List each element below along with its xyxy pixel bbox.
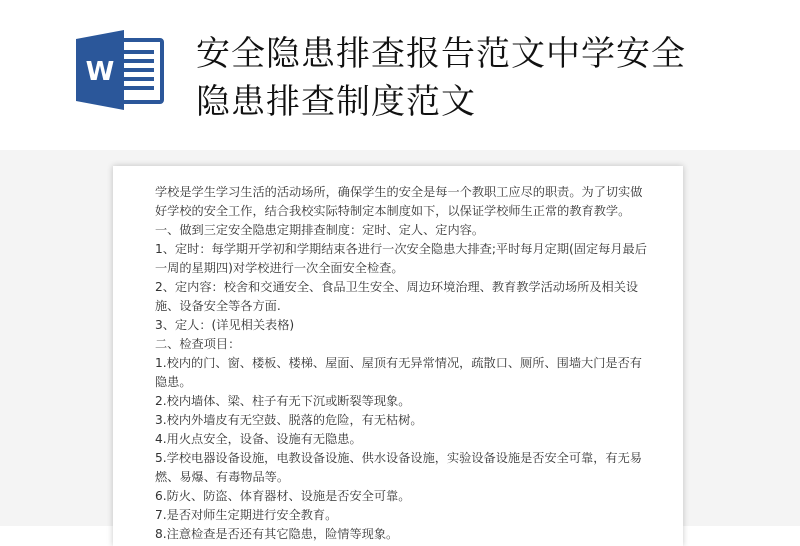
word-icon — [74, 30, 166, 110]
text-line: 学校是学生学习生活的活动场所，确保学生的安全是每一个教职工应尽的职责。为了切实做 — [155, 185, 643, 199]
text-line: 施、设备安全等各方面. — [155, 299, 281, 313]
document-body — [155, 183, 655, 544]
text-line: 燃、易爆、有毒物品等。 — [155, 470, 290, 484]
text-line: 1.校内的门、窗、楼板、楼梯、屋面、屋顶有无异常情况，疏散口、厕所、围墙大门是否有 — [155, 356, 642, 370]
text-line: 二、检查项目： — [155, 337, 241, 351]
header — [0, 0, 800, 150]
text-line: 5.学校电器设备设施，电教设备设施、供水设备设施，实验设备设施是否安全可靠，有无易 — [155, 451, 642, 465]
text-line: 一周的星期四)对学校进行一次全面安全检查。 — [155, 261, 404, 275]
text-line: 1、定时：每学期开学初和学期结束各进行一次安全隐患大排查;平时每月定期(固定每月最后 — [155, 242, 647, 256]
title-line: 隐患排查制度范文 — [196, 82, 476, 122]
document-page — [113, 166, 683, 546]
text-line: 3、定人：(详见相关表格) — [155, 318, 295, 332]
text-line: 一、做到三定安全隐患定期排查制度：定时、定人、定内容。 — [155, 223, 485, 237]
text-line: 7.是否对师生定期进行安全教育。 — [155, 508, 338, 522]
text-line: 好学校的安全工作，结合我校实际特制定本制度如下，以保证学校师生正常的教育教学。 — [155, 204, 631, 218]
text-line: 隐患。 — [155, 375, 192, 389]
text-line: 4.用火点安全，设备、设施有无隐患。 — [155, 432, 362, 446]
text-line: 6.防火、防盗、体育器材、设施是否安全可靠。 — [155, 489, 411, 503]
title-line: 安全隐患排查报告范文中学安全 — [196, 34, 686, 74]
text-line: 8.注意检查是否还有其它隐患，险情等现象。 — [155, 527, 399, 541]
text-line: 3.校内外墙皮有无空鼓、脱落的危险，有无枯树。 — [155, 413, 423, 427]
text-line: 2.校内墙体、梁、柱子有无下沉或断裂等现象。 — [155, 394, 411, 408]
word-logo-letter: W — [85, 57, 115, 87]
page-title — [196, 30, 776, 126]
text-line: 2、定内容：校舍和交通安全、食品卫生安全、周边环境治理、教育教学活动场所及相关设 — [155, 280, 639, 294]
